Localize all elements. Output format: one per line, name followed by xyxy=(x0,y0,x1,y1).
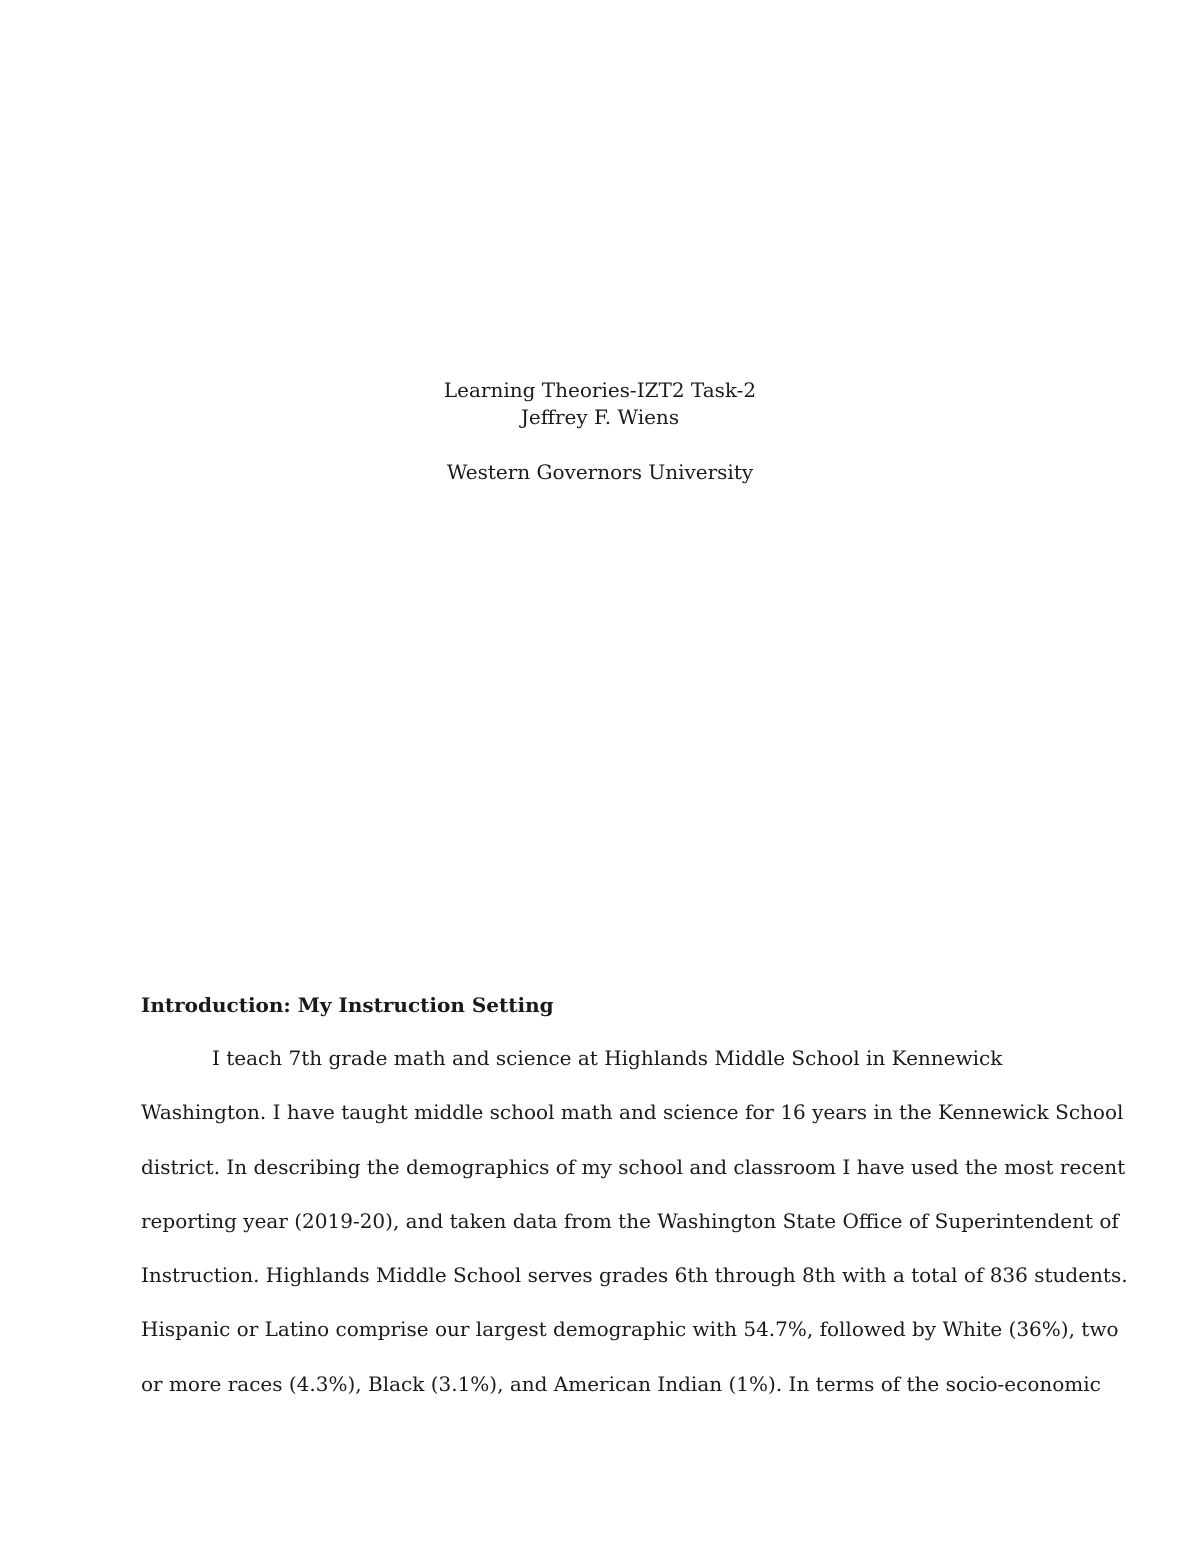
introduction-section xyxy=(141,991,1128,1423)
author-name: Jeffrey F. Wiens xyxy=(520,405,680,429)
document-title: Learning Theories-IZT2 Task-2 xyxy=(443,378,757,402)
paragraph-line: district. In describing the demographics of my school and classroom I have used the most recent xyxy=(141,1154,1126,1179)
paragraph xyxy=(141,1043,1128,1423)
paragraph-line: Washington. I have taught middle school math and science for 16 years in the Kennewick School xyxy=(141,1100,1124,1125)
paragraph-line: Hispanic or Latino comprise our largest demographic with 54.7%, followed by White (36%), two xyxy=(141,1317,1119,1342)
section-heading: Introduction: My Instruction Setting xyxy=(141,993,554,1017)
institution-name: Western Governors University xyxy=(446,460,754,484)
paragraph-line: Instruction. Highlands Middle School serves grades 6th through 8th with a total of 836 students. xyxy=(141,1263,1128,1288)
paragraph-line: I teach 7th grade math and science at Highlands Middle School in Kennewick xyxy=(212,1046,1003,1070)
paragraph-line: reporting year (2019-20), and taken data from the Washington State Office of Superintendent of xyxy=(141,1208,1119,1233)
title-spacer xyxy=(0,431,1200,459)
paragraph-line: or more races (4.3%), Black (3.1%), and American Indian (1%). In terms of the socio-economic xyxy=(141,1371,1101,1396)
title-block xyxy=(0,377,1200,486)
